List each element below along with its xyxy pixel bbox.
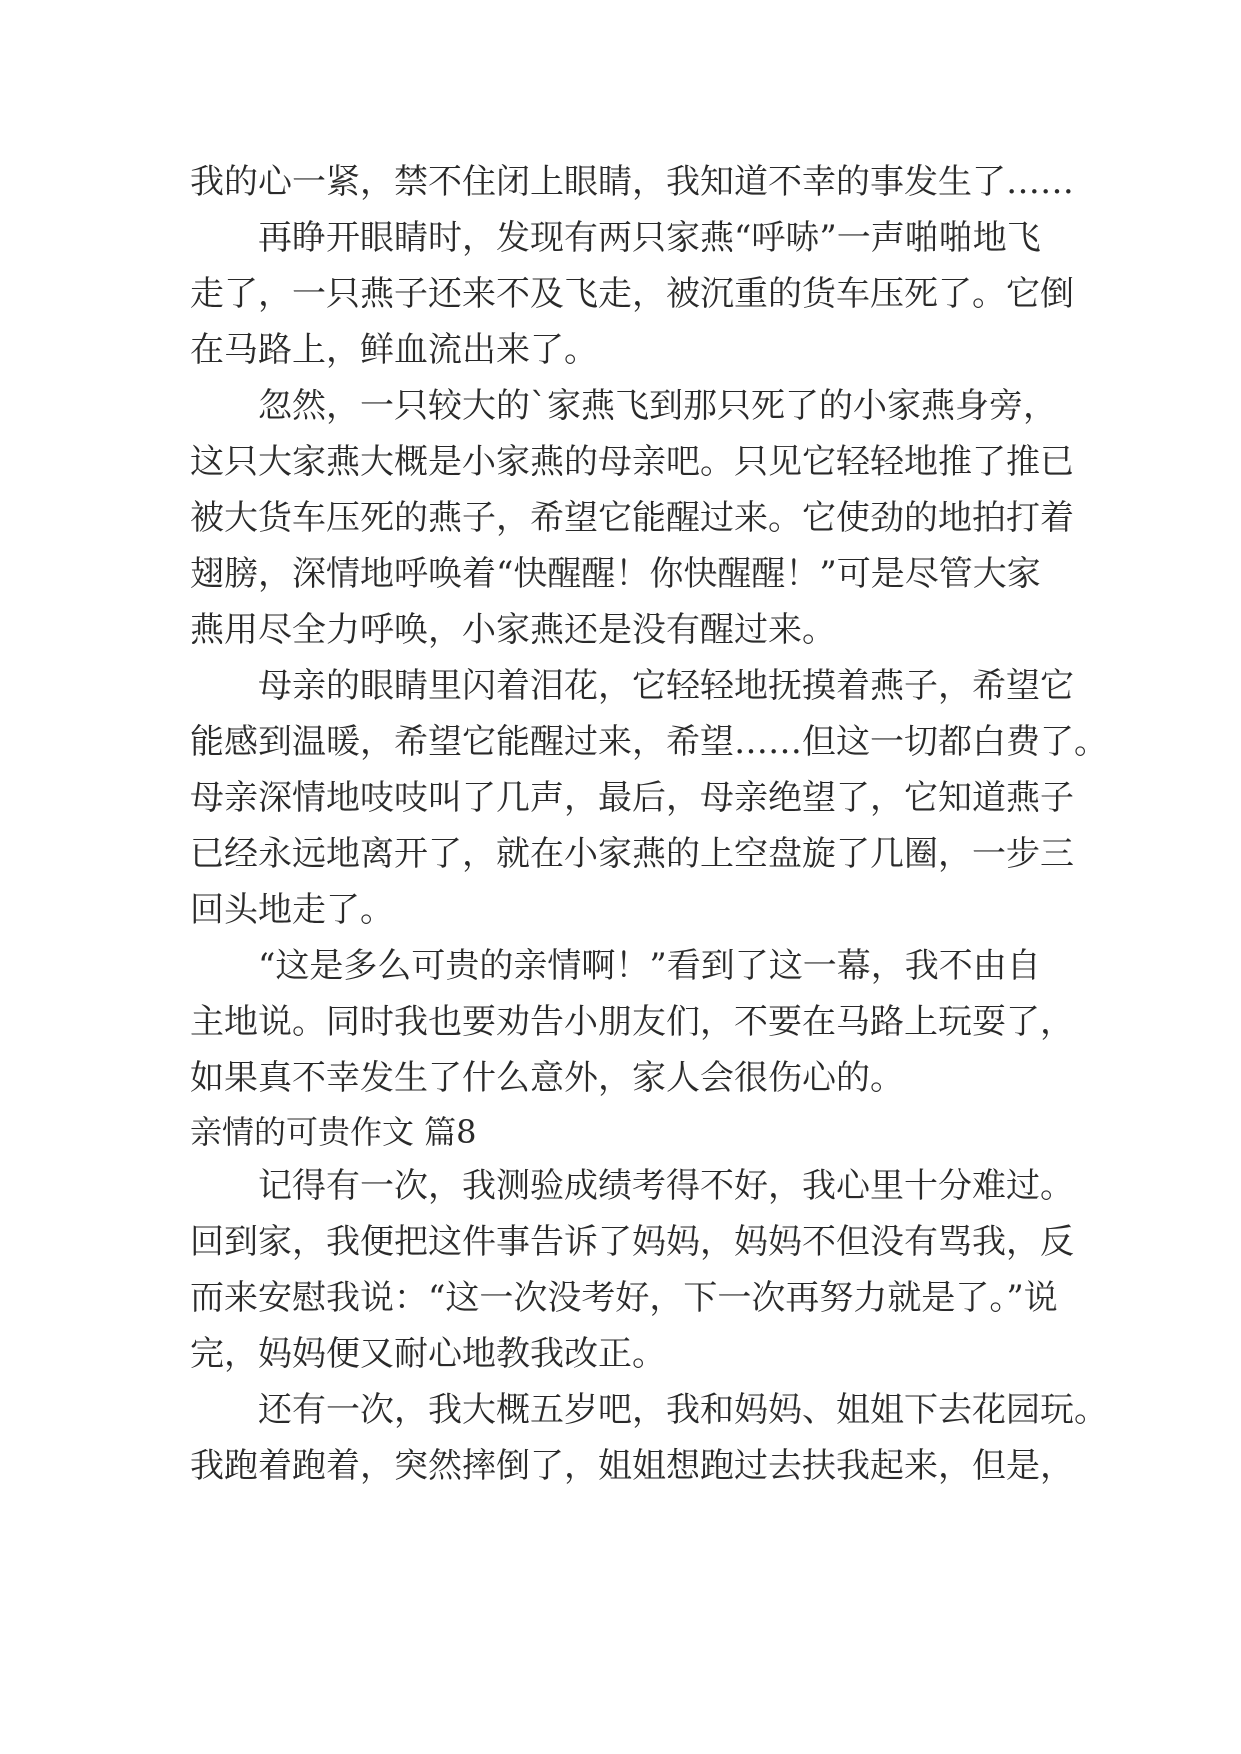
article-body bbox=[190, 154, 1108, 1494]
text-line: 记得有一次，我测验成绩考得不好，我心里十分难过。 bbox=[190, 1166, 1074, 1206]
text-line: 走了，一只燕子还来不及飞走，被沉重的货车压死了。它倒 bbox=[190, 274, 1074, 314]
text-line: 回到家，我便把这件事告诉了妈妈，妈妈不但没有骂我，反 bbox=[190, 1222, 1074, 1262]
text-line: 如果真不幸发生了什么意外，家人会很伤心的。 bbox=[190, 1058, 904, 1098]
text-line: 忽然，一只较大的`家燕飞到那只死了的小家燕身旁， bbox=[190, 386, 1057, 426]
text-line: 能感到温暖，希望它能醒过来，希望……但这一切都白费了。 bbox=[190, 722, 1108, 762]
text-line: 我跑着跑着，突然摔倒了，姐姐想跑过去扶我起来，但是， bbox=[190, 1446, 1074, 1486]
text-line: 还有一次，我大概五岁吧，我和妈妈、姐姐下去花园玩。 bbox=[190, 1390, 1108, 1430]
text-line: 在马路上，鲜血流出来了。 bbox=[190, 330, 598, 370]
text-line: 我的心一紧，禁不住闭上眼睛，我知道不幸的事发生了…… bbox=[190, 162, 1074, 202]
text-line: 母亲深情地吱吱叫了几声，最后，母亲绝望了，它知道燕子 bbox=[190, 778, 1074, 818]
text-line: 主地说。同时我也要劝告小朋友们，不要在马路上玩耍了， bbox=[190, 1002, 1074, 1042]
text-line: 再睁开眼睛时，发现有两只家燕“呼哧”一声啪啪地飞 bbox=[190, 218, 1041, 258]
section-heading: 亲情的可贵作文 篇8 bbox=[190, 1113, 477, 1151]
text-line: 完，妈妈便又耐心地教我改正。 bbox=[190, 1334, 666, 1374]
text-line: “这是多么可贵的亲情啊！”看到了这一幕，我不由自 bbox=[190, 946, 1041, 986]
text-line: 母亲的眼睛里闪着泪花，它轻轻地抚摸着燕子，希望它 bbox=[190, 666, 1074, 706]
text-line: 回头地走了。 bbox=[190, 890, 394, 930]
text-line: 翅膀，深情地呼唤着“快醒醒！你快醒醒！”可是尽管大家 bbox=[190, 554, 1041, 594]
text-line: 而来安慰我说：“这一次没考好，下一次再努力就是了。”说 bbox=[190, 1278, 1058, 1318]
text-line: 被大货车压死的燕子，希望它能醒过来。它使劲的地拍打着 bbox=[190, 498, 1074, 538]
text-line: 已经永远地离开了，就在小家燕的上空盘旋了几圈，一步三 bbox=[190, 834, 1074, 874]
text-line: 这只大家燕大概是小家燕的母亲吧。只见它轻轻地推了推已 bbox=[190, 442, 1074, 482]
text-line: 燕用尽全力呼唤，小家燕还是没有醒过来。 bbox=[190, 610, 836, 650]
